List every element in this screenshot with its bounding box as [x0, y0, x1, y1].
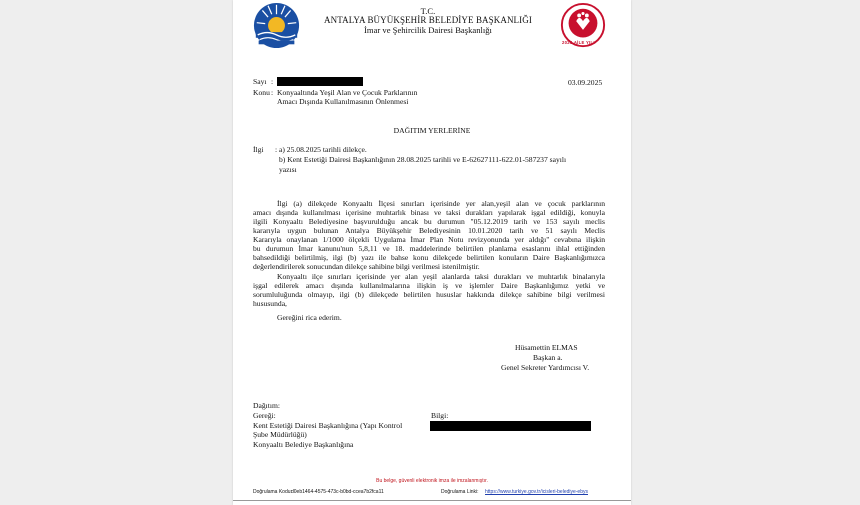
- ilgi-a: : a) 25.08.2025 tarihli dilekçe.: [275, 145, 367, 154]
- footer-divider: [233, 500, 631, 501]
- p1-line-8: değerlendirilerek sonucundan dilekçe sahibine bilgi verilmesi istenilmiştir.: [253, 262, 480, 271]
- konu-colon: :: [271, 88, 274, 97]
- header-department: İmar ve Şehircilik Dairesi Başkanlığı: [364, 25, 492, 35]
- signatory-name: Hüsamettin ELMAS: [515, 343, 578, 352]
- p2-line-4: hususunda,: [253, 299, 287, 308]
- p2-line-2: işgal edilerek amacı dışında kullanılmalarına ilişkin iş ve işlemler Daire Başkanlığımız yetki ve: [253, 281, 605, 290]
- esign-note: Bu belge, güvenli elektronik imza ile imzalanmıştır.: [376, 478, 488, 484]
- konu-label: Konu: [253, 88, 270, 97]
- sayi-redaction: [277, 77, 363, 86]
- ilgi-label: İlgi: [253, 145, 264, 154]
- verification-link-label: Doğrulama Linki:: [441, 489, 479, 495]
- family-year-logo-text: 2025 AİLE YILI: [562, 40, 595, 45]
- p2-line-3: sorumluluğunda olmayıp, ilgi (b) dilekçede belirtilen hususlar hakkında dilekçe sahibine bilgi verilmesi: [253, 290, 605, 299]
- verification-code-label: Doğrulama Kodu:: [253, 489, 292, 495]
- geregi-label: Gereği:: [253, 411, 276, 420]
- signatory-title-1: Başkan a.: [533, 353, 563, 362]
- p1-line-5: Kararıyla onaylanan 1/1000 ölçekli Uygulama İmar Plan Notu revizyonunda yer aldığı" cevabına ilişkin: [253, 235, 605, 244]
- p1-line-2: amacı dışında kullanılması içerisine muhtarlık binası ve taksi durakları yapılarak işgal edildiği, konuyla: [253, 208, 605, 217]
- antalya-municipality-logo: [253, 2, 300, 49]
- document-page: [233, 0, 631, 505]
- p1-line-3: ilgili Konyaaltı Belediyesine başvurulduğu ancak bu durumun "05.12.2019 tarih ve 153 sayılı meclis: [253, 217, 605, 226]
- p1-line-4: kararıyla uygun bulunan Antalya Büyükşehir Belediyesinin 10.01.2020 tarih ve 51 sayılı Meclis: [253, 226, 605, 235]
- sayi-colon: :: [271, 77, 274, 86]
- geregi-item-2: Şube Müdürlüğü): [253, 430, 307, 439]
- p1-line-7: bahsedildiği belirtilmiş, ilgi (b) yazı ile bahse konu dilekçede belirtilen konuların Daire Başkanlığımızca: [253, 253, 605, 262]
- geregi-item-3: Konyaaltı Belediye Başkanlığına: [253, 440, 354, 449]
- header-tc: T.C.: [420, 6, 436, 16]
- signatory-title-2: Genel Sekreter Yardımcısı V.: [501, 363, 590, 372]
- header-institution: ANTALYA BÜYÜKŞEHİR BELEDİYE BAŞKANLIĞI: [324, 15, 532, 25]
- verification-link[interactable]: https://www.turkiye.gov.tr/icisleri-belediye-ebys: [485, 489, 588, 495]
- ilgi-b-line-2: yazısı: [279, 165, 297, 174]
- p1-line-6: bu durumun İmar kanunu'nun 5,8,11 ve 18. maddelerinde belirtilen planlama esaslarını ihlal ettiğinden: [253, 244, 605, 253]
- p1-line-1: İlgi (a) dilekçede Konyaaltı İlçesi sınırları içerisinde yer alan,yeşil alan ve çocuk parklarının: [277, 199, 605, 208]
- bilgi-label: Bilgi:: [431, 411, 449, 420]
- geregi-item-1: Kent Estetiği Dairesi Başkanlığına (Yapı Kontrol: [253, 421, 403, 430]
- bilgi-redaction: [430, 421, 591, 431]
- sayi-label: Sayı: [253, 77, 267, 86]
- p2-line-1: Konyaaltı ilçe sınırları içerisinde yer alan yeşil alanlarda taksi durakları ve muhtarlık binalarıyla: [277, 272, 605, 281]
- closing-line: Gereğini rica ederim.: [277, 313, 342, 322]
- dagitim-label: Dağıtım:: [253, 401, 280, 410]
- document-date: 03.09.2025: [568, 78, 603, 87]
- ilgi-b-line-1: b) Kent Estetiği Dairesi Başkanlığının 28.08.2025 tarihli ve E-62627111-622.01-587237 sayılı: [279, 155, 567, 164]
- verification-code: d0eb1464-4575-473c-b0bd-ccea7b2fca11: [291, 489, 384, 495]
- distribution-title: DAĞITIM YERLERİNE: [393, 126, 471, 135]
- konu-line-2: Amacı Dışında Kullanılmasının Önlenmesi: [277, 97, 409, 106]
- konu-line-1: Konyaaltında Yeşil Alan ve Çocuk Parklarının: [277, 88, 418, 97]
